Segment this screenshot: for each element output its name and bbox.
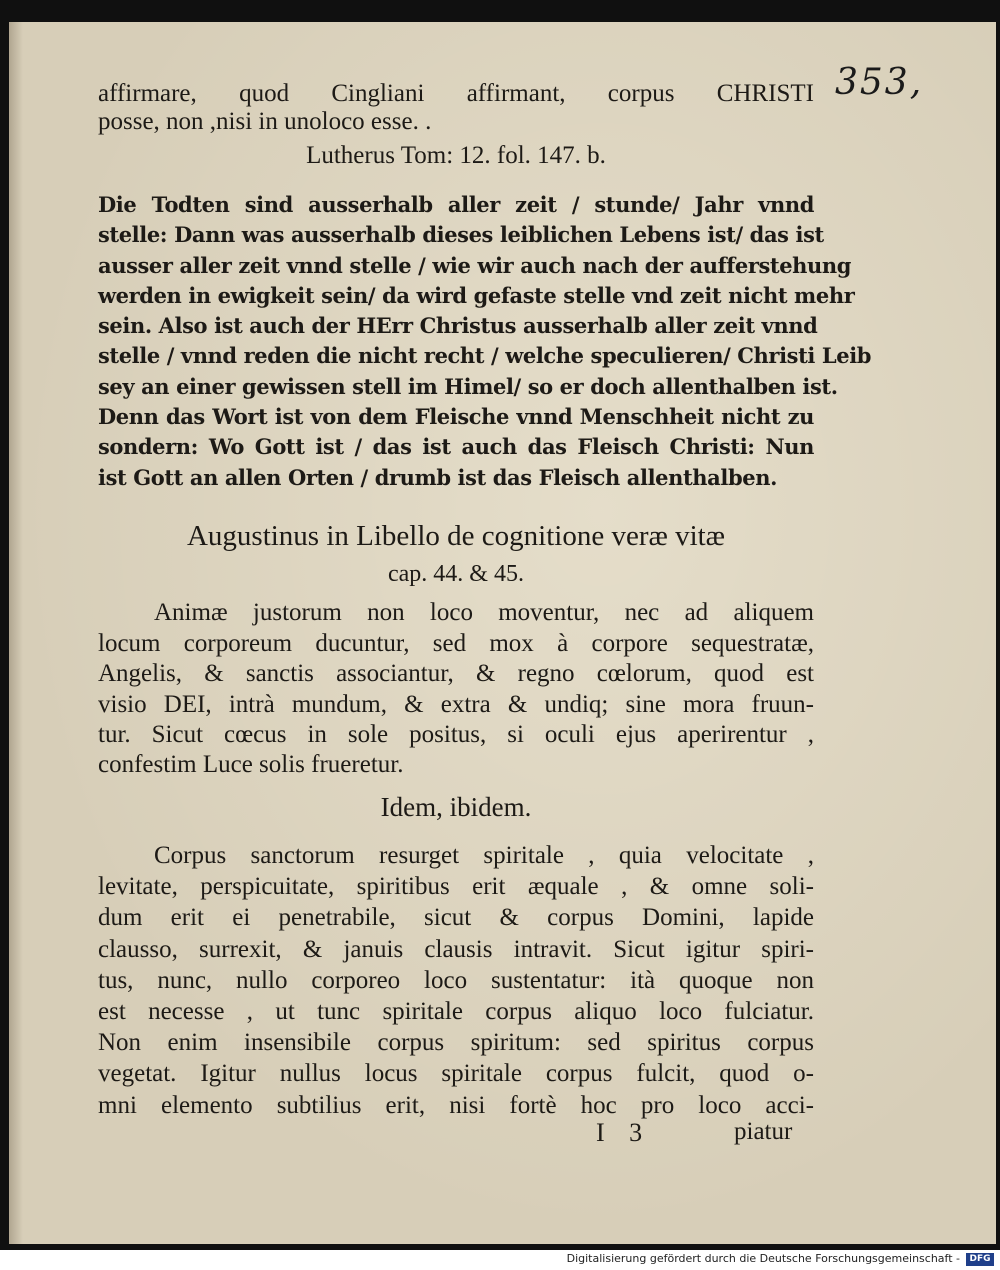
signature-mark: I 3: [596, 1118, 643, 1147]
text-line: mni elemento subtilius erit, nisi fortè hoc pro loco acci-: [98, 1091, 814, 1119]
text-line: confestim Luce solis frueretur.: [98, 751, 404, 778]
text-line: werden in ewigkeit sein/ da wird gefaste stelle vnd zeit nicht mehr: [98, 282, 855, 308]
text-line: dum erit ei penetrabile, sicut & corpus Domini, lapide: [98, 904, 814, 932]
text-line: affirmare, quod Cingliani affirmant, corpus CHRISTI: [98, 80, 814, 107]
citation-line: Lutherus Tom: 12. fol. 147. b.: [306, 142, 606, 169]
text-line: Denn das Wort ist von dem Fleische vnnd Menschheit nicht zu: [98, 404, 814, 430]
text-line: Corpus sanctorum resurget spiritale , quia velocitate ,: [154, 842, 814, 869]
augustinus-chapter: [98, 560, 814, 588]
text-line: claussо, surrexit, & januis clausis intravit. Sicut igitur spiri-: [98, 935, 814, 963]
footer-bar: [0, 1250, 1000, 1270]
text-line: posse, non ,nisi in unoloco esse. .: [98, 108, 432, 135]
text-line: stelle / vnnd reden die nicht recht / welche speculieren/ Christi Leib: [98, 343, 872, 369]
top-latin-text: [98, 80, 814, 108]
citation-luther: [98, 142, 814, 170]
text-line: tur. Sicut cœcus in sole positus, si oculi ejus aperirentur ,: [98, 721, 814, 748]
text-line: Die Todten sind ausserhalb aller zeit / stunde/ Jahr vnnd: [98, 192, 814, 217]
text-line: levitate, perspicuitate, spiritibus erit æquale , & omne soli-: [98, 873, 814, 901]
idem-heading: [98, 792, 814, 822]
text-line: ist Gott an allen Orten / drumb ist das Fleisch allenthalben.: [98, 465, 777, 490]
heading-line: Augustinus in Libello de cognitione veræ vitæ: [186, 520, 726, 552]
page-number: 353,: [835, 62, 924, 103]
german-text-block: [98, 190, 872, 463]
augustinus-text-end: [98, 750, 814, 781]
german-text-end: [98, 463, 814, 493]
text-line: ausser aller zeit vnnd stelle / wie wir auch nach der aufferstehung: [98, 252, 852, 278]
heading-line: cap. 44. & 45.: [388, 561, 524, 587]
heading-line: Idem, ibidem.: [380, 792, 532, 822]
text-line: est necesse , ut tunc spiritale corpus aliquo loco fulciatur.: [98, 998, 814, 1026]
funding-notice: Digitalisierung gefördert durch die Deutsche Forschungsgemeinschaft -: [566, 1252, 960, 1265]
text-line: tus, nunc, nullo corporeo loco sustentatur: ità quoque non: [98, 966, 814, 994]
idem-text-block: [98, 840, 814, 1121]
top-latin-text-end: [98, 108, 814, 136]
augustinus-heading: [98, 520, 814, 552]
augustinus-text-block: [98, 598, 814, 751]
text-line: Angelis, & sanctis associantur, & regno cœlorum, quod est: [98, 660, 814, 687]
text-line: sey an einer gewissen stell im Himel/ so er doch allenthalben ist.: [98, 373, 838, 399]
text-line: vegetat. Igitur nullus locus spiritale corpus fulcit, quod o-: [98, 1060, 814, 1088]
text-line: locum corporeum ducuntur, sed mox à corpore sequestratæ,: [98, 629, 814, 657]
text-line: Animæ justorum non loco moventur, nec ad aliquem: [154, 599, 814, 626]
text-line: sein. Also ist auch der HErr Christus ausserhalb aller zeit vnnd: [98, 313, 818, 339]
catchword: piatur: [734, 1118, 793, 1145]
text-line: Non enim insensibile corpus spiritum: sed spiritus corpus: [98, 1029, 814, 1057]
text-line: sondern: Wo Gott ist / das ist auch das Fleisch Christi: Nun: [98, 434, 814, 460]
dfg-logo: DFG: [966, 1253, 994, 1266]
text-line: stelle: Dann was ausserhalb dieses leiblichen Lebens ist/ das ist: [98, 222, 824, 248]
text-line: visio DEI, intrà mundum, & extra & undiq; sine mora fruun-: [98, 690, 814, 718]
